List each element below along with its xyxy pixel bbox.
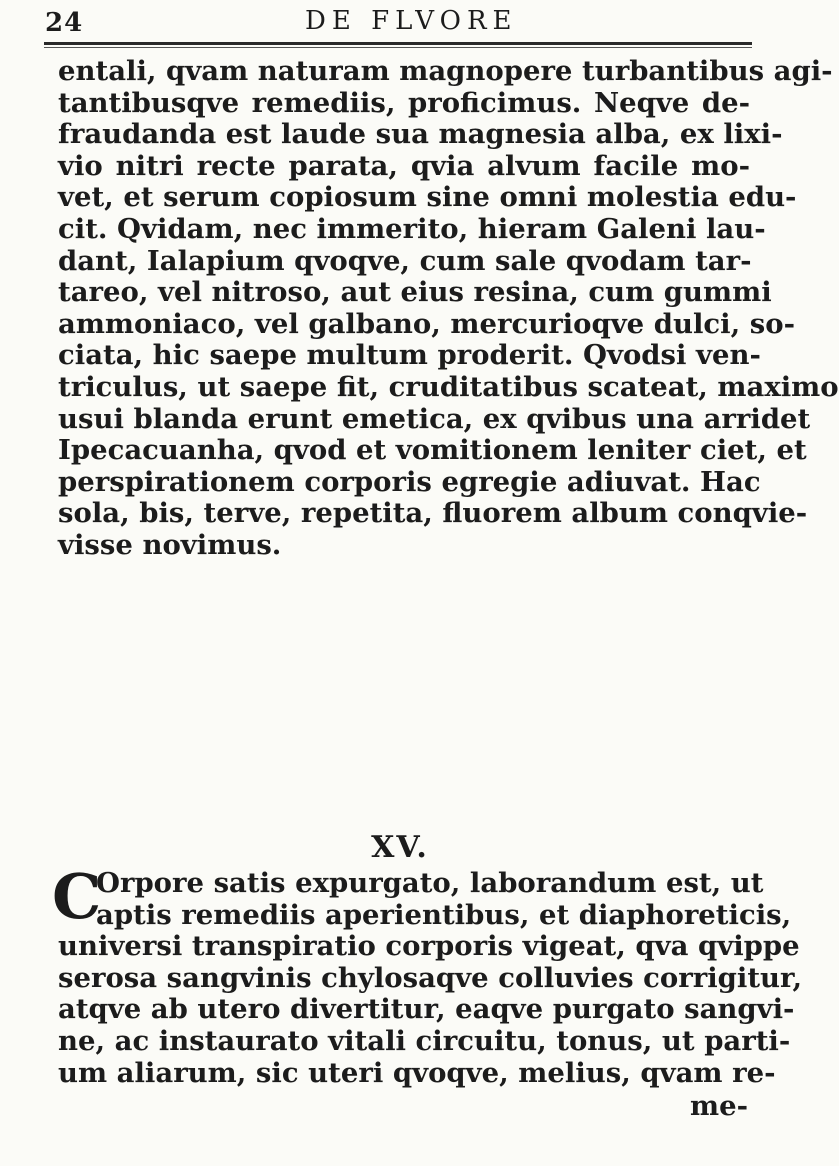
- text-line: Orpore satis expurgato, laborandum est, ut: [96, 867, 764, 899]
- text-line: usui blanda erunt emetica, ex qvibus una arridet: [58, 402, 811, 435]
- text-line: perspirationem corporis egregie adiuvat. Hac: [58, 465, 761, 498]
- page-number: 24: [45, 8, 84, 38]
- text-line: vio nitri recte parata, qvia alvum facile mo-: [58, 149, 750, 182]
- text-line: sola, bis, terve, repetita, fluorem album conqvie-: [58, 497, 808, 530]
- section-number: XV.: [371, 830, 429, 865]
- paragraph-2: [58, 867, 803, 1089]
- text-line: atqve ab utero divertitur, eaqve purgato sangvi-: [58, 993, 795, 1026]
- running-title: DE FLVORE: [305, 6, 518, 36]
- text-line: triculus, ut saepe fit, cruditatibus scateat, maximo: [58, 370, 839, 403]
- paragraph-1: [58, 55, 839, 562]
- drop-cap: C: [52, 860, 102, 933]
- text-line: serosa sangvinis chylosaqve colluvies corrigitur,: [58, 961, 803, 994]
- text-line: aptis remediis aperientibus, et diaphoreticis,: [96, 898, 792, 931]
- text-line: dant, Ialapium qvoqve, cum sale qvodam tar-: [58, 244, 752, 277]
- text-line: ammoniaco, vel galbano, mercurioqve dulci, so-: [58, 307, 795, 340]
- header-rule: [44, 42, 752, 45]
- text-line: tantibusqve remediis, proficimus. Neqve de-: [58, 86, 750, 119]
- text-line: vet, et serum copiosum sine omni molestia edu-: [58, 181, 797, 214]
- text-line: ne, ac instaurato vitali circuitu, tonus, ut parti-: [58, 1024, 791, 1057]
- text-line: entali, qvam naturam magnopere turbantibus agi-: [58, 55, 833, 87]
- text-line: tareo, vel nitroso, aut eius resina, cum gummi: [58, 276, 772, 309]
- text-line: universi transpiratio corporis vigeat, qva qvippe: [58, 930, 800, 963]
- header-rule-thin: [44, 47, 752, 48]
- text-line: ciata, hic saepe multum proderit. Qvodsi ven-: [58, 339, 761, 372]
- text-line: visse novimus.: [58, 528, 282, 561]
- running-head: [45, 4, 745, 38]
- text-line: fraudanda est laude sua magnesia alba, ex lixi-: [58, 118, 783, 151]
- text-line: um aliarum, sic uteri qvoqve, melius, qvam re-: [58, 1056, 776, 1089]
- text-line: cit. Qvidam, nec immerito, hieram Galeni lau-: [58, 212, 766, 245]
- catchword: me-: [689, 1090, 748, 1122]
- text-line: Ipecacuanha, qvod et vomitionem leniter ciet, et: [58, 434, 807, 467]
